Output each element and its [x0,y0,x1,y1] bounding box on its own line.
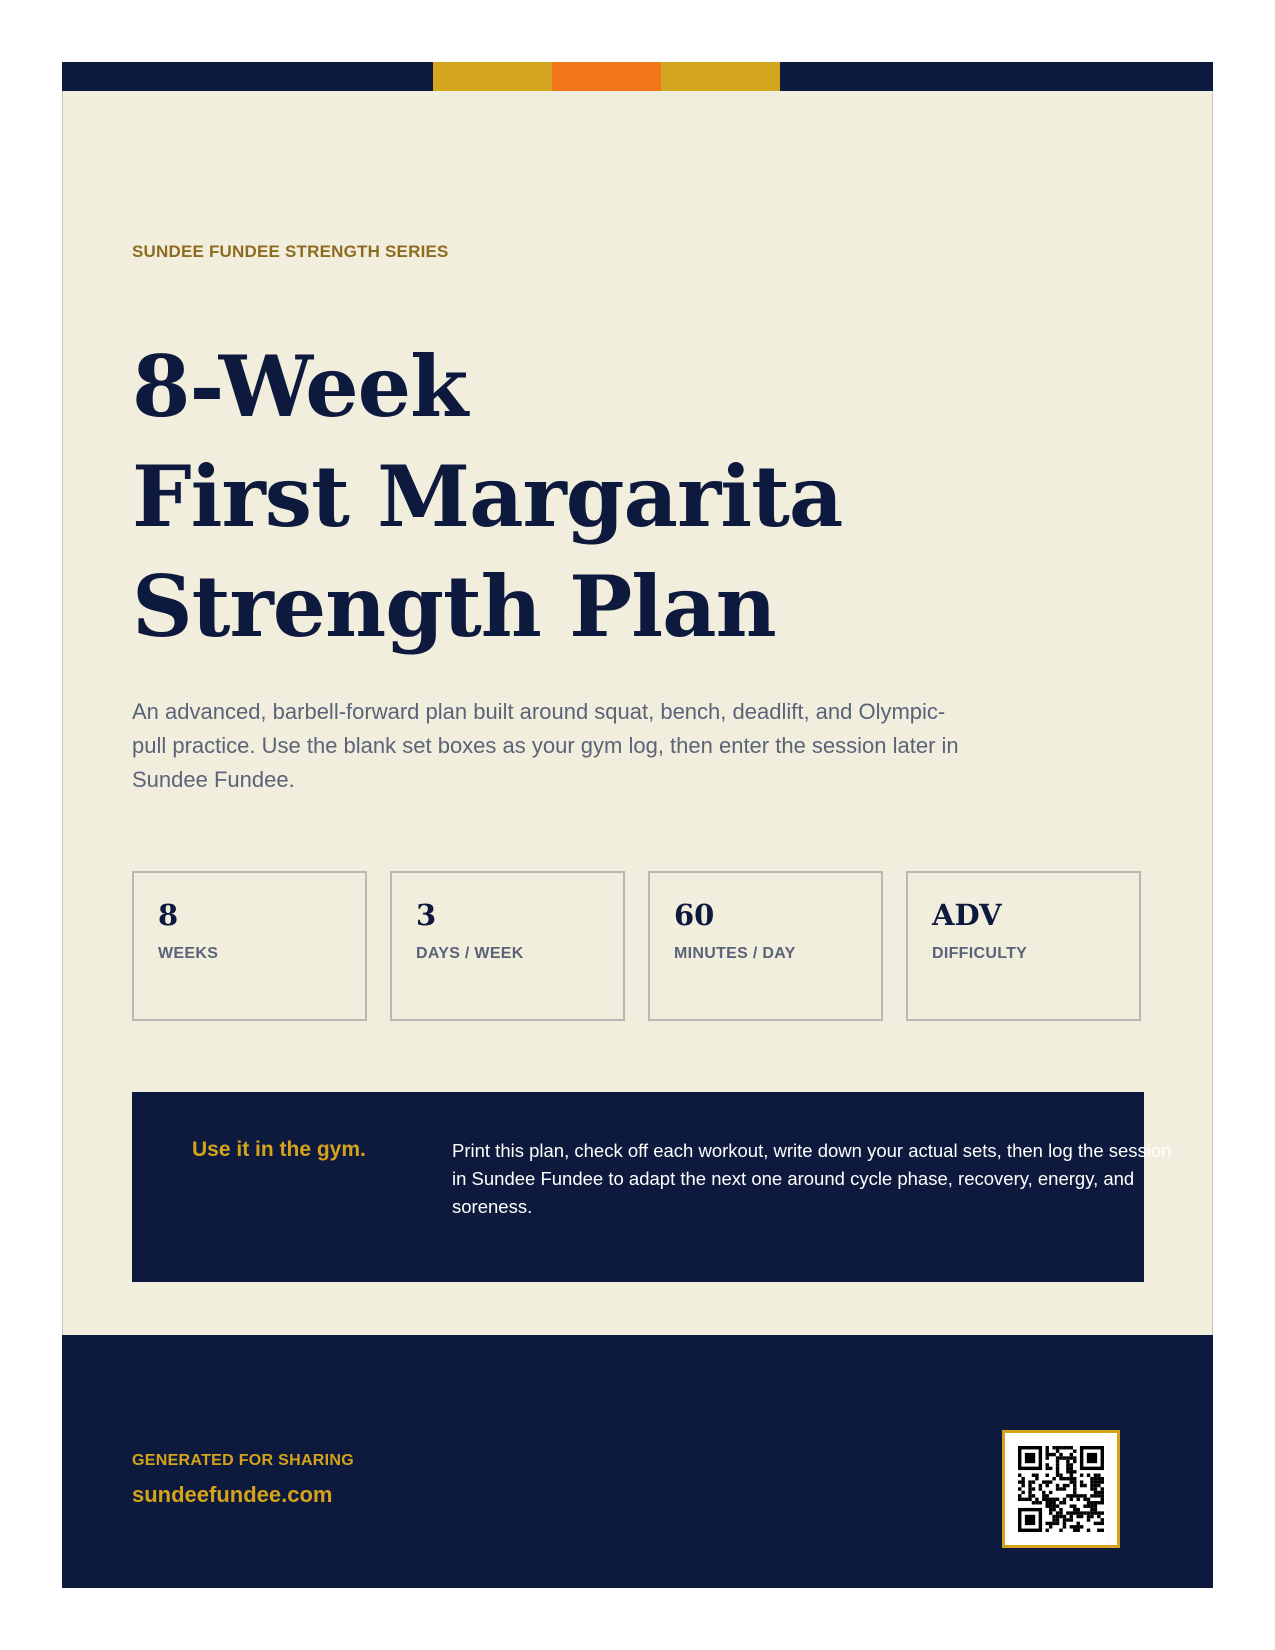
stat-card-weeks [132,871,367,1021]
intro-paragraph: An advanced, barbell-forward plan built around squat, bench, deadlift, and Olympic-pull practice. Use the blank set boxes as your gym log, then enter the session later in Sundee Fundee. [132,699,959,792]
top-bar-navy-left [62,62,433,91]
footer [62,1335,1213,1588]
stats-row [132,871,1141,1021]
footer-kicker: GENERATED FOR SHARING [132,1452,355,1469]
top-bar-navy-right [780,62,1213,91]
stat-label: WEEKS [158,945,219,962]
stat-label: MINUTES / DAY [674,945,796,962]
top-bar-gold-right [661,62,780,91]
poster-page [62,62,1213,1588]
top-bar-gold-left [433,62,552,91]
stat-label: DAYS / WEEK [416,945,524,962]
footer-url-link[interactable]: sundeefundee.com [132,1482,333,1507]
stat-card-days [390,871,625,1021]
qr-code-icon[interactable] [1002,1430,1120,1548]
title-line-1: 8-Week [132,337,468,436]
qr-code-graphic [1018,1446,1104,1532]
top-bar-orange [552,62,661,91]
stat-value: 8 [158,898,179,932]
page-title [132,332,842,662]
gym-callout [132,1092,1172,1282]
title-line-3: Strength Plan [132,557,776,656]
stat-value: 3 [416,898,437,932]
callout-body: Print this plan, check off each workout, write down your actual sets, then log the session in Sundee Fundee to adapt the next one around cycle phase, recovery, energy, and soreness. [452,1140,1172,1217]
top-color-bar [62,62,1213,91]
title-line-2: First Margarita [132,447,843,546]
series-label: SUNDEE FUNDEE STRENGTH SERIES [132,242,449,261]
callout-heading: Use it in the gym. [192,1138,366,1161]
stat-card-difficulty [906,871,1141,1021]
stat-value: 60 [674,898,715,932]
stat-label: DIFFICULTY [932,945,1028,962]
stat-value: ADV [932,898,1002,932]
stat-card-minutes [648,871,883,1021]
